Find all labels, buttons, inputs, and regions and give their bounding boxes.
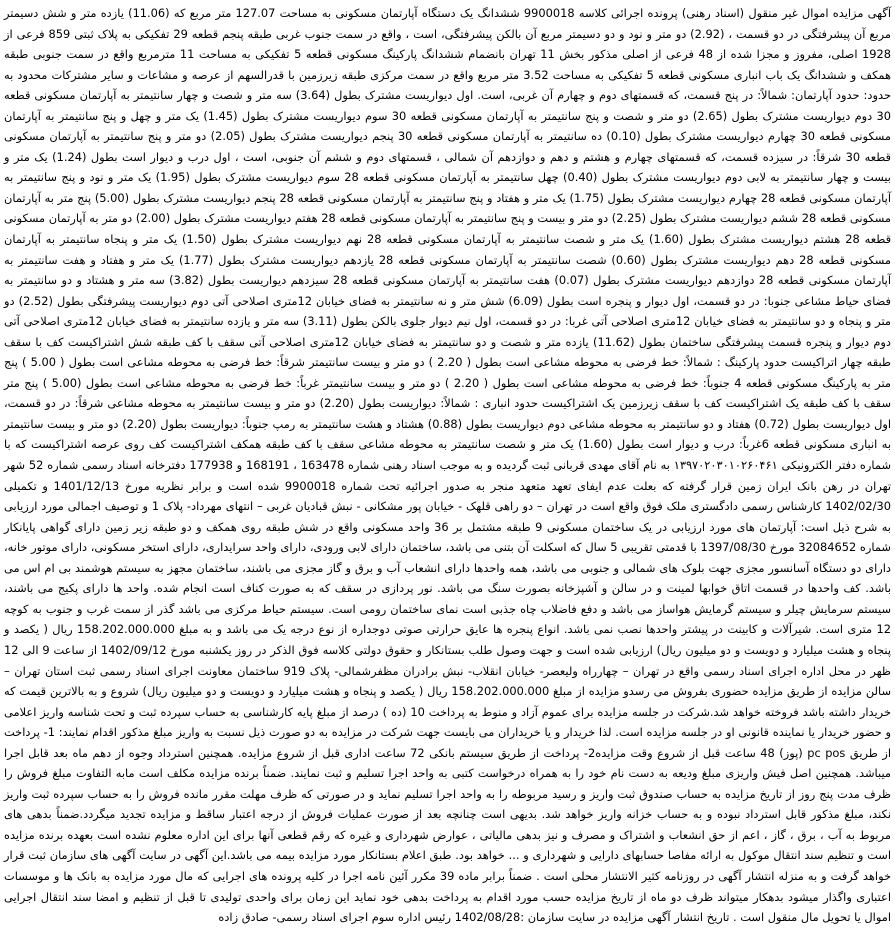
auction-notice: [4, 3, 891, 928]
notice-paragraph: آگهی مزایده اموال غیر منقول (اسناد رهنی) پرونده اجرائی کلاسه 9900018 ششدانگ یک دستگاه آپارتمان مسکونی به مساحت 127.07 متر مربع که (11.06) یازده متر و شش دسیمتر مربع آن پیشرفتگی در دو قسمت ، (2.92) دو متر و نود و دو دسیمتر مربع آن بالکن پیشرفتگی، است ، واقع در سمت جنوب غربی طبقه پنجم قطعه 29 تفکیکی به پلاک ثبتی 859 فرعی از 1928 اصلی، مفروز و مجزا شده از 48 فرعی از اصلی مذکور بخش 11 تهران بانضمام ششدانگ پارکینگ مسکونی قطعه 5 تفکیکی به مساحت 11 مترمربع واقع در سمت جنوبی طبقه همکف و ششدانگ یک باب انباری مسکونی قطعه 5 تفکیکی به مساحت 3.52 متر مربع واقع در سمت مرکزی طبقه زیرزمین با قدرالسهم از عرصه و مشاعات و سایر مشترکات محدود به حدود: حدود آپارتمان: شمالاً: در پنج قسمت، که قسمتهای دوم و چهارم آن غربی، است. اول دیواریست مشترک بطول (3.64) سه متر و شصت و چهار سانتیمتر به آپارتمان مسکونی قطعه 30 دوم دیواریست مشترک بطول (2.65) دو متر و شصت و پنج سانتیمتر به آپارتمان مسکونی قطعه 30 سوم دیواریست مشترک بطول (1.45) یک متر و چهل و پنج سانتیمتر به آپارتمان مسکونی قطعه 30 چهارم دیواریست مشترک بطول (0.10) ده سانتیمتر به آپارتمان مسکونی قطعه 30 پنجم دیواریست مشترک بطول (2.05) دو متر و پنج سانتیمتر به آپارتمان مسکونی قطعه 30 شرقاً: در سیزده قسمت، که قسمتهای چهارم و هشتم و دهم و دوازدهم آن شمالی ، قسمتهای دوم و ششم آن جنوبی، است ، اول درب و دیوار است بطول (1.24) یک متر و بیست و چهار سانتیمتر به لابی دوم دیواریست مشترک بطول (0.40) چهل سانتیمتر به آپارتمان مسکونی قطعه 28 سوم دیواریست مشترک بطول (1.95) یک متر و نود و پنج سانتیمتر به آپارتمان مسکونی قطعه 28 چهارم دیواریست مشترک بطول (1.75) یک متر و هفتاد و پنج سانتیمتر به آپارتمان مسکونی قطعه 28 پنجم دیواریست مشترک بطول (5.00) پنج متر به آپارتمان مسکونی قطعه 28 ششم دیواریست مشترک بطول (2.25) دو متر و بیست و پنج سانتیمتر به آپارتمان مسکونی قطعه 28 هفتم دیواریست مشترک بطول (2.00) دو متر به آپارتمان مسکونی قطعه 28 هشتم دیواریست مشترک بطول (1.60) یک متر و شصت سانتیمتر به آپارتمان مسکونی قطعه 28 نهم دیواریست مشترک بطول (1.50) یک متر و پنجاه سانتیمتر به آپارتمان مسکونی قطعه 28 دهم دیواریست مشترک بطول (0.60) شصت سانتیمتر به آپارتمان مسکونی قطعه 28 یازدهم دیواریست مشترک بطول (1.77) یک متر و هفتاد و هفت سانتیمتر به آپارتمان مسکونی قطعه 28 دوازدهم دیواریست مشترک بطول (0.07) هفت سانتیمتر به آپارتمان مسکونی قطعه 28 سیزدهم دیواریست بطول (3.82) سه متر و هشتاد و دو سانتیمتر به فضای حیاط مشاعی جنوبا: در دو قسمت، اول دیوار و پنجره است بطول (6.09) شش متر و نه سانتیمتر به فضای خیابان 12متری اصلاحی آتی دوم دیواریست پیشرفتگی بطول (2.52) دو متر و پنجاه و دو سانتیمتر به فضای خیابان 12متری اصلاحی آتی غربا: در دو قسمت، اول نیم دیوار جلوی بالکن بطول (3.11) سه متر و یازده سانتیمتر به فضای خیابان 12متری اصلاحی آتی دوم دیوار و پنجره قسمت پیشرفتگی ساختمان بطول (11.62) یازده متر و شصت و دو سانتیمتر به فضای خیابان 12متری اصلاحی آتی سقف با کف طبقه شش اشتراکیست کف با سقف طبقه چهار اتراکیست حدود پارکینگ : شمالاً: خط فرضی به محوطه مشاعی است بطول ( 2.20 ) دو متر و بیست سانتیمتر شرقاً: خط فرضی به محوطه مشاعی است بطول ( 5.00 ) پنج متر به پارکینگ مسکونی قطعه 4 جنوباً: خط فرضی به محوطه مشاعی است بطول ( 2.20 ) دو متر و بیست سانتیمتر غرباً: خط فرضی به محوطه مشاعی است بطول (5.00 ) پنج متر سقف با کف طبقه یک اشتراکیست کف با سقف زیرزمین یک اشتراکیست حدود انباری : شمالاً: دیواریست بطول (2.20) دو متر و بیست سانتیمتر به محوطه مشاعی شرقاً: در دو قسمت، اول دیواریست بطول (0.72) هفتاد و دو سانتیمتر به محوطه مشاعی دوم دیواریست بطول (0.88) هشتاد و هشت سانتیمتر به رمپ جنوباً: دیواریست بطول (2.20) دو متر و بیست سانتیمتر به انباری مسکونی قطعه 6غرباً: درب و دیوار است بطول (1.60) یک متر و شصت سانتیمتر به محوطه مشاعی سقف با کف طبقه همکف اشتراکیست کف روی عرصه اشتراکیست که با شماره دفتر الکترونیکی ۱۳۹۷۰۲۰۳۰۱۰۲۶۰۴۶۱ به نام آقای مهدی قربانی ثبت گردیده و به موجب اسناد رهنی شماره 163478 ، 168191 و 177938 دفترخانه اسناد رسمی شماره 52 شهر تهران در رهن بانک ایران زمین قرار گرفته که بعلت عدم ایفای تعهد متعهد منجر به صدور اجرائیه تحت شماره 9900018 شده است و برابر نظریه مورخ 1401/12/13 و تکمیلی 1402/02/30 کارشناس رسمی دادگستری ملک فوق واقع است در تهران – دو راهی قلهک - خیابان پور مشکانی - نبش قبادیان غربی – انتهای مهرداد- پلاک 1 و توصیف اجمالی مورد ارزیابی به شرح ذیل است: آپارتمان های مورد ارزیابی در یک ساختمان مسکونی 9 طبقه مشتمل بر 36 واحد مسکونی واقع در شش طبقه روی همکف و دو طبقه زیر زمین دارای گواهی پایانکار شماره 32084652 مورخ 1397/08/30 با قدمتی تقریبی 5 سال که اسکلت آن بتنی می باشد، ساختمان دارای لابی ورودی، دارای واحد سرایداری، دارای استخر مسکونی، دارای موتور خانه، دارای دو دستگاه آسانسور مجزی جهت بلوک های شمالی و جنوبی می باشد، همه واحدها دارای انشعاب آب و برق و گاز مجزی می باشند، ساختمان مجهز به سیستم هوشمند بی ام اس می باشد. کف واحدها در قسمت اتاق خوابها لمینت و در سالن و آشپزخانه بصورت سنگ می باشد. نور پردازی در سقف که به صورت کناف است انجام شده. واحد ها دارای پکیج می باشند، سیستم سرمایش چیلر و سیستم گرمایش هواساز می باشد و دفع فاضلاب چاه جذبی است نمای ساختمان رومی است. سیستم حیاط مرکزی می باشد گذر از سمت غرب و جنوب به کوچه 12 متری است. شیرآلات و کابینت در پیشتر واحدها نصب نمی باشد. انواع پنجره ها عایق حرارتی صوتی دوجداره از نوع درجه یک می باشد و به مبلغ 158.202.000.000 ریال ( یکصد و پنجاه و هشت میلیارد و دویست و دو میلیون ریال) ارزیابی شده است و جهت وصول طلب بستانکار و حقوق دولتی کلاسه فوق الذکر در روز یکشنبه مورخ 1402/09/12 از ساعت 9 الی 12 ظهر در محل اداره اجرای اسناد رسمی واقع در تهران – چهارراه ولیعصر- خیابان انقلاب- نبش برادران مظفرشمالی- پلاک 919 ساختمان معاونت اجرای اسناد رسمی ثبت استان تهران – سالن مزایده از طریق مزایده حضوری بفروش می رسدو مزایده از مبلغ 158.202.000.000 ریال ( یکصد و پنجاه و هشت میلیارد و دویست و دو میلیون ریال) شروع و به بالاترین قیمت که خریدار داشته باشد فروخته خواهد شد.شرکت در جلسه مزایده برای عموم آزاد و منوط به پرداخت 10 (ده ) درصد از مبلغ پایه کارشناسی به حساب سپرده ثبت و تحت شناسه واریز اعلامی و حضور خریدار یا نماینده قانونی او در جلسه مزایده است. لذا خریدار و یا خریداران می بایست جهت شرکت در مزایده به دو صورت ذیل نسبت به واریز مبلغ مذکور اقدام نمایند: 1- پرداخت از طریق pc pos (پوز) 48 ساعت قبل از شروع وقت مزایده2- پرداخت از طریق سیستم بانکی 72 ساعت اداری قبل از شروع مزایده. همچنین استرداد وجوه از دهم ماه بعد قابل اجرا میباشد. همچنین اصل فیش واریزی مبلغ ودیعه به دست نام خود را به همراه درخواست کتبی به واحد اجرا تسلیم و ثبت نمایند. ضمناً برنده مزایده مکلف است مابه التفاوت مبلغ فروش را ظرف مدت پنج روز از تاریخ مزایده به حساب صندوق ثبت واریز و رسید مربوطه را به واحد اجرا تسلیم نماید و در صورتی که ظرف مهلت مقرر مانده فروش را به حساب سپرده ثبت واریز نکند، مبلغ مذکور قابل استرداد نبوده و به حساب خزانه واریز خواهد شد. بدیهی است چنانچه بعد از صورت عملیات فروش از درجه اعتبار ساقط و مزایده تجدید میگردد.ضمناً بدهی های مربوط به آب ، برق ، گاز ، اعم از حق انشعاب و اشتراک و مصرف و نیز بدهی مالیاتی ، عوارض شهرداری و غیره که رقم قطعی آنها برای این اداره معلوم نشده است بعهده برنده مزایده است و تنظیم سند انتقال موکول به ارائه مفاصا حسابهای دارایی و شهرداری و ... خواهد بود. طبق اعلام بستانکار مورد مزایده بیمه می باشد.این آگهی در سایت آگهی های سازمان ثبت قرار خواهد گرفت و به منزله انتشار آگهی در روزنامه کثیر الانتشار محلی است . ضمناً برابر ماده 39 مکرر آئین نامه اجرا در کلیه پرونده های اجرایی که مال مورد مزایده به بانک ها و موسسات اعتباری واگذار میشود بدهکار میتواند ظرف دو ماه از تاریخ مزایده حسب مورد اقدام به پرداخت بدهی خود نماید این زمان برای واحدی تولیدی تا قبل از تنظیم و امضا سند انتقال اجرایی اموال یا تحویل مال منقول است . تاریخ انتشار آگهی مزایده در سایت سازمان :1402/08/28 رئیس اداره سوم اجرای اسناد رسمی- صادق زاده: [4, 6, 892, 925]
